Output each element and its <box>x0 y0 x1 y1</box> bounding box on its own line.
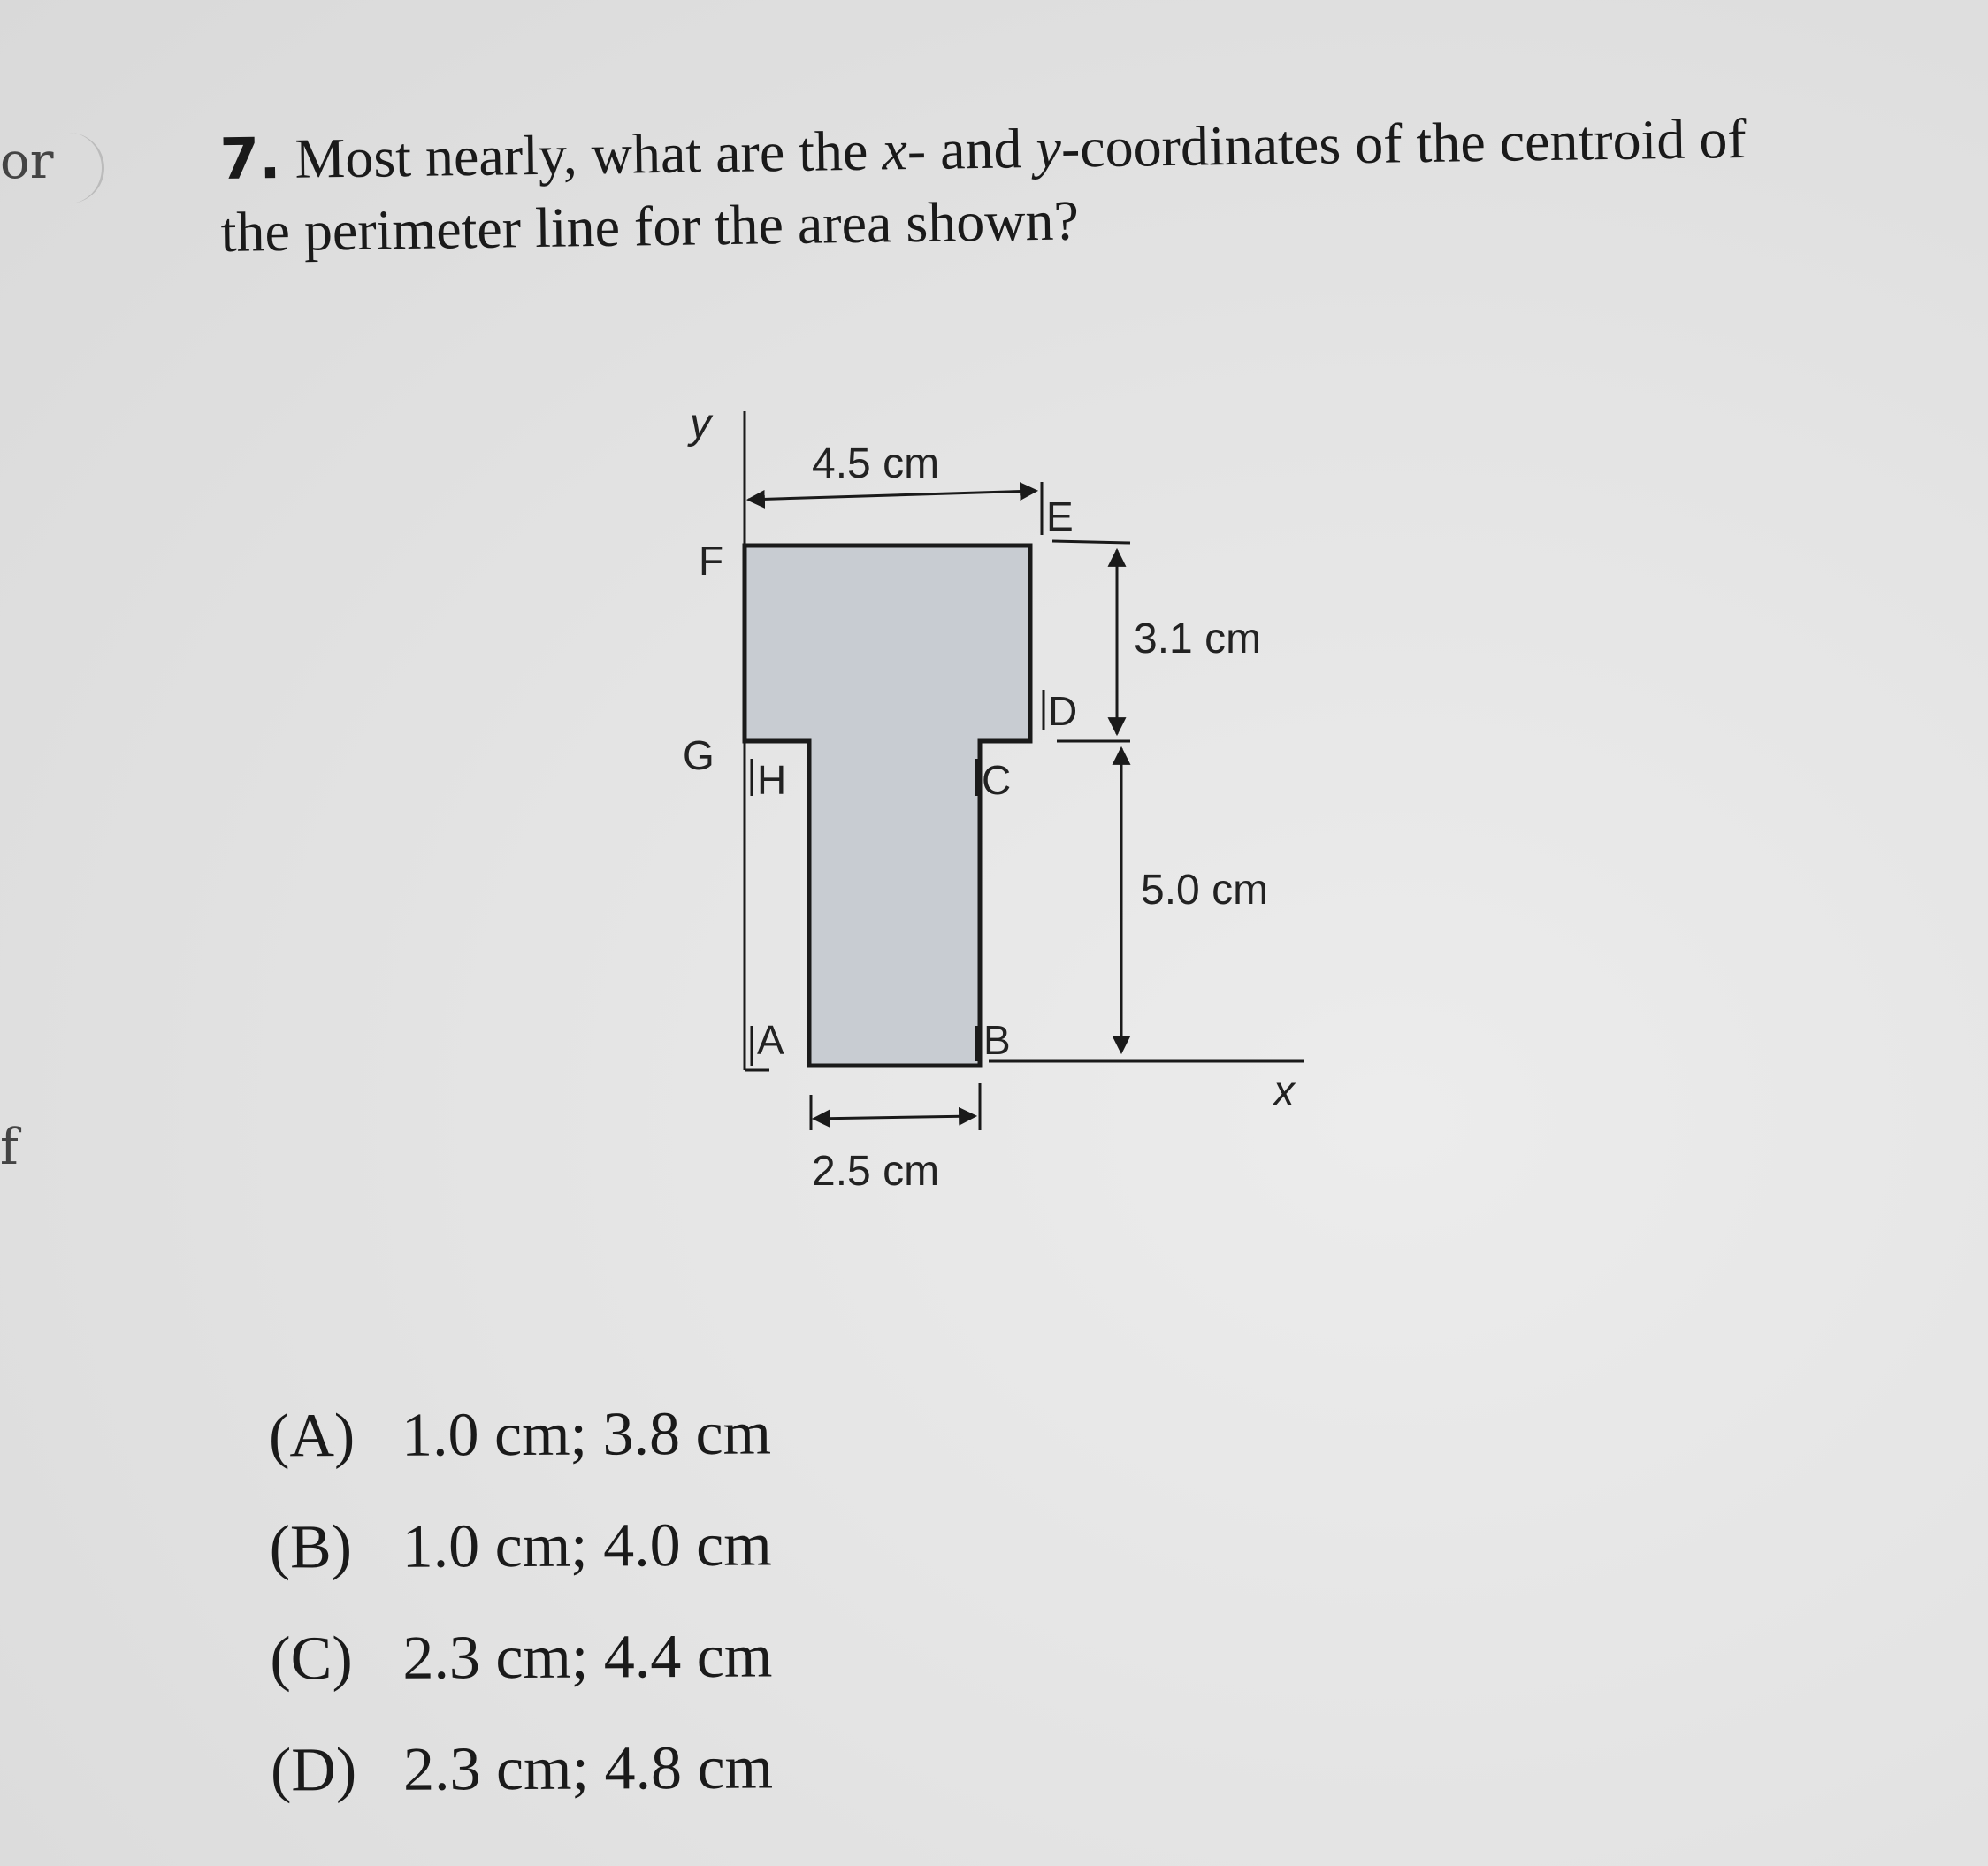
answer-b[interactable] <box>269 1490 772 1604</box>
answer-c-letter: (C) <box>270 1624 353 1694</box>
point-label-e: E <box>1046 493 1074 539</box>
y-axis-label: y <box>690 401 711 447</box>
answer-choices <box>269 1379 774 1827</box>
answer-c[interactable] <box>270 1602 773 1716</box>
answer-d[interactable] <box>271 1713 774 1827</box>
question-text-3: -coordinates of the centroid of the perimeter line for the area shown? <box>220 106 1747 264</box>
point-label-d: D <box>1048 688 1078 734</box>
answer-b-text: 1.0 cm; 4.0 cm <box>401 1510 772 1581</box>
answer-c-text: 2.3 cm; 4.4 cm <box>402 1622 773 1693</box>
point-label-c: C <box>982 757 1012 803</box>
question-text-1: Most nearly, what are the <box>294 119 883 190</box>
dim-lower-height-label: 5.0 cm <box>1141 867 1269 914</box>
point-label-a: A <box>757 1017 784 1063</box>
answer-a[interactable] <box>269 1379 772 1493</box>
margin-fragment-bottom: f <box>0 1119 19 1176</box>
question-var-x: x <box>881 119 908 182</box>
dim-bottom-width-label: 2.5 cm <box>812 1148 940 1195</box>
x-axis-label: x <box>1273 1068 1295 1115</box>
point-label-g: G <box>683 732 715 778</box>
dim-upper-height-label: 3.1 cm <box>1134 616 1262 662</box>
answer-a-text: 1.0 cm; 3.8 cm <box>401 1399 772 1470</box>
point-label-f: F <box>699 538 724 584</box>
answer-a-letter: (A) <box>268 1401 356 1471</box>
answer-d-text: 2.3 cm; 4.8 cm <box>402 1733 774 1804</box>
dim-ext-line-top <box>1052 541 1130 543</box>
margin-fragment-top: or <box>0 133 54 190</box>
point-label-b: B <box>983 1017 1011 1063</box>
dim-top-width-label: 4.5 cm <box>812 440 940 487</box>
answer-d-letter: (D) <box>270 1735 357 1805</box>
question-text-2: - and <box>906 117 1037 182</box>
t-shape-region <box>745 546 1030 1066</box>
question-var-y: y <box>1036 116 1062 180</box>
answer-b-letter: (B) <box>269 1512 353 1582</box>
point-label-h: H <box>757 757 787 803</box>
question-number: 7. <box>219 126 281 193</box>
dim-bottom-width-arrow <box>814 1116 975 1119</box>
dim-top-width-arrow <box>748 491 1036 500</box>
